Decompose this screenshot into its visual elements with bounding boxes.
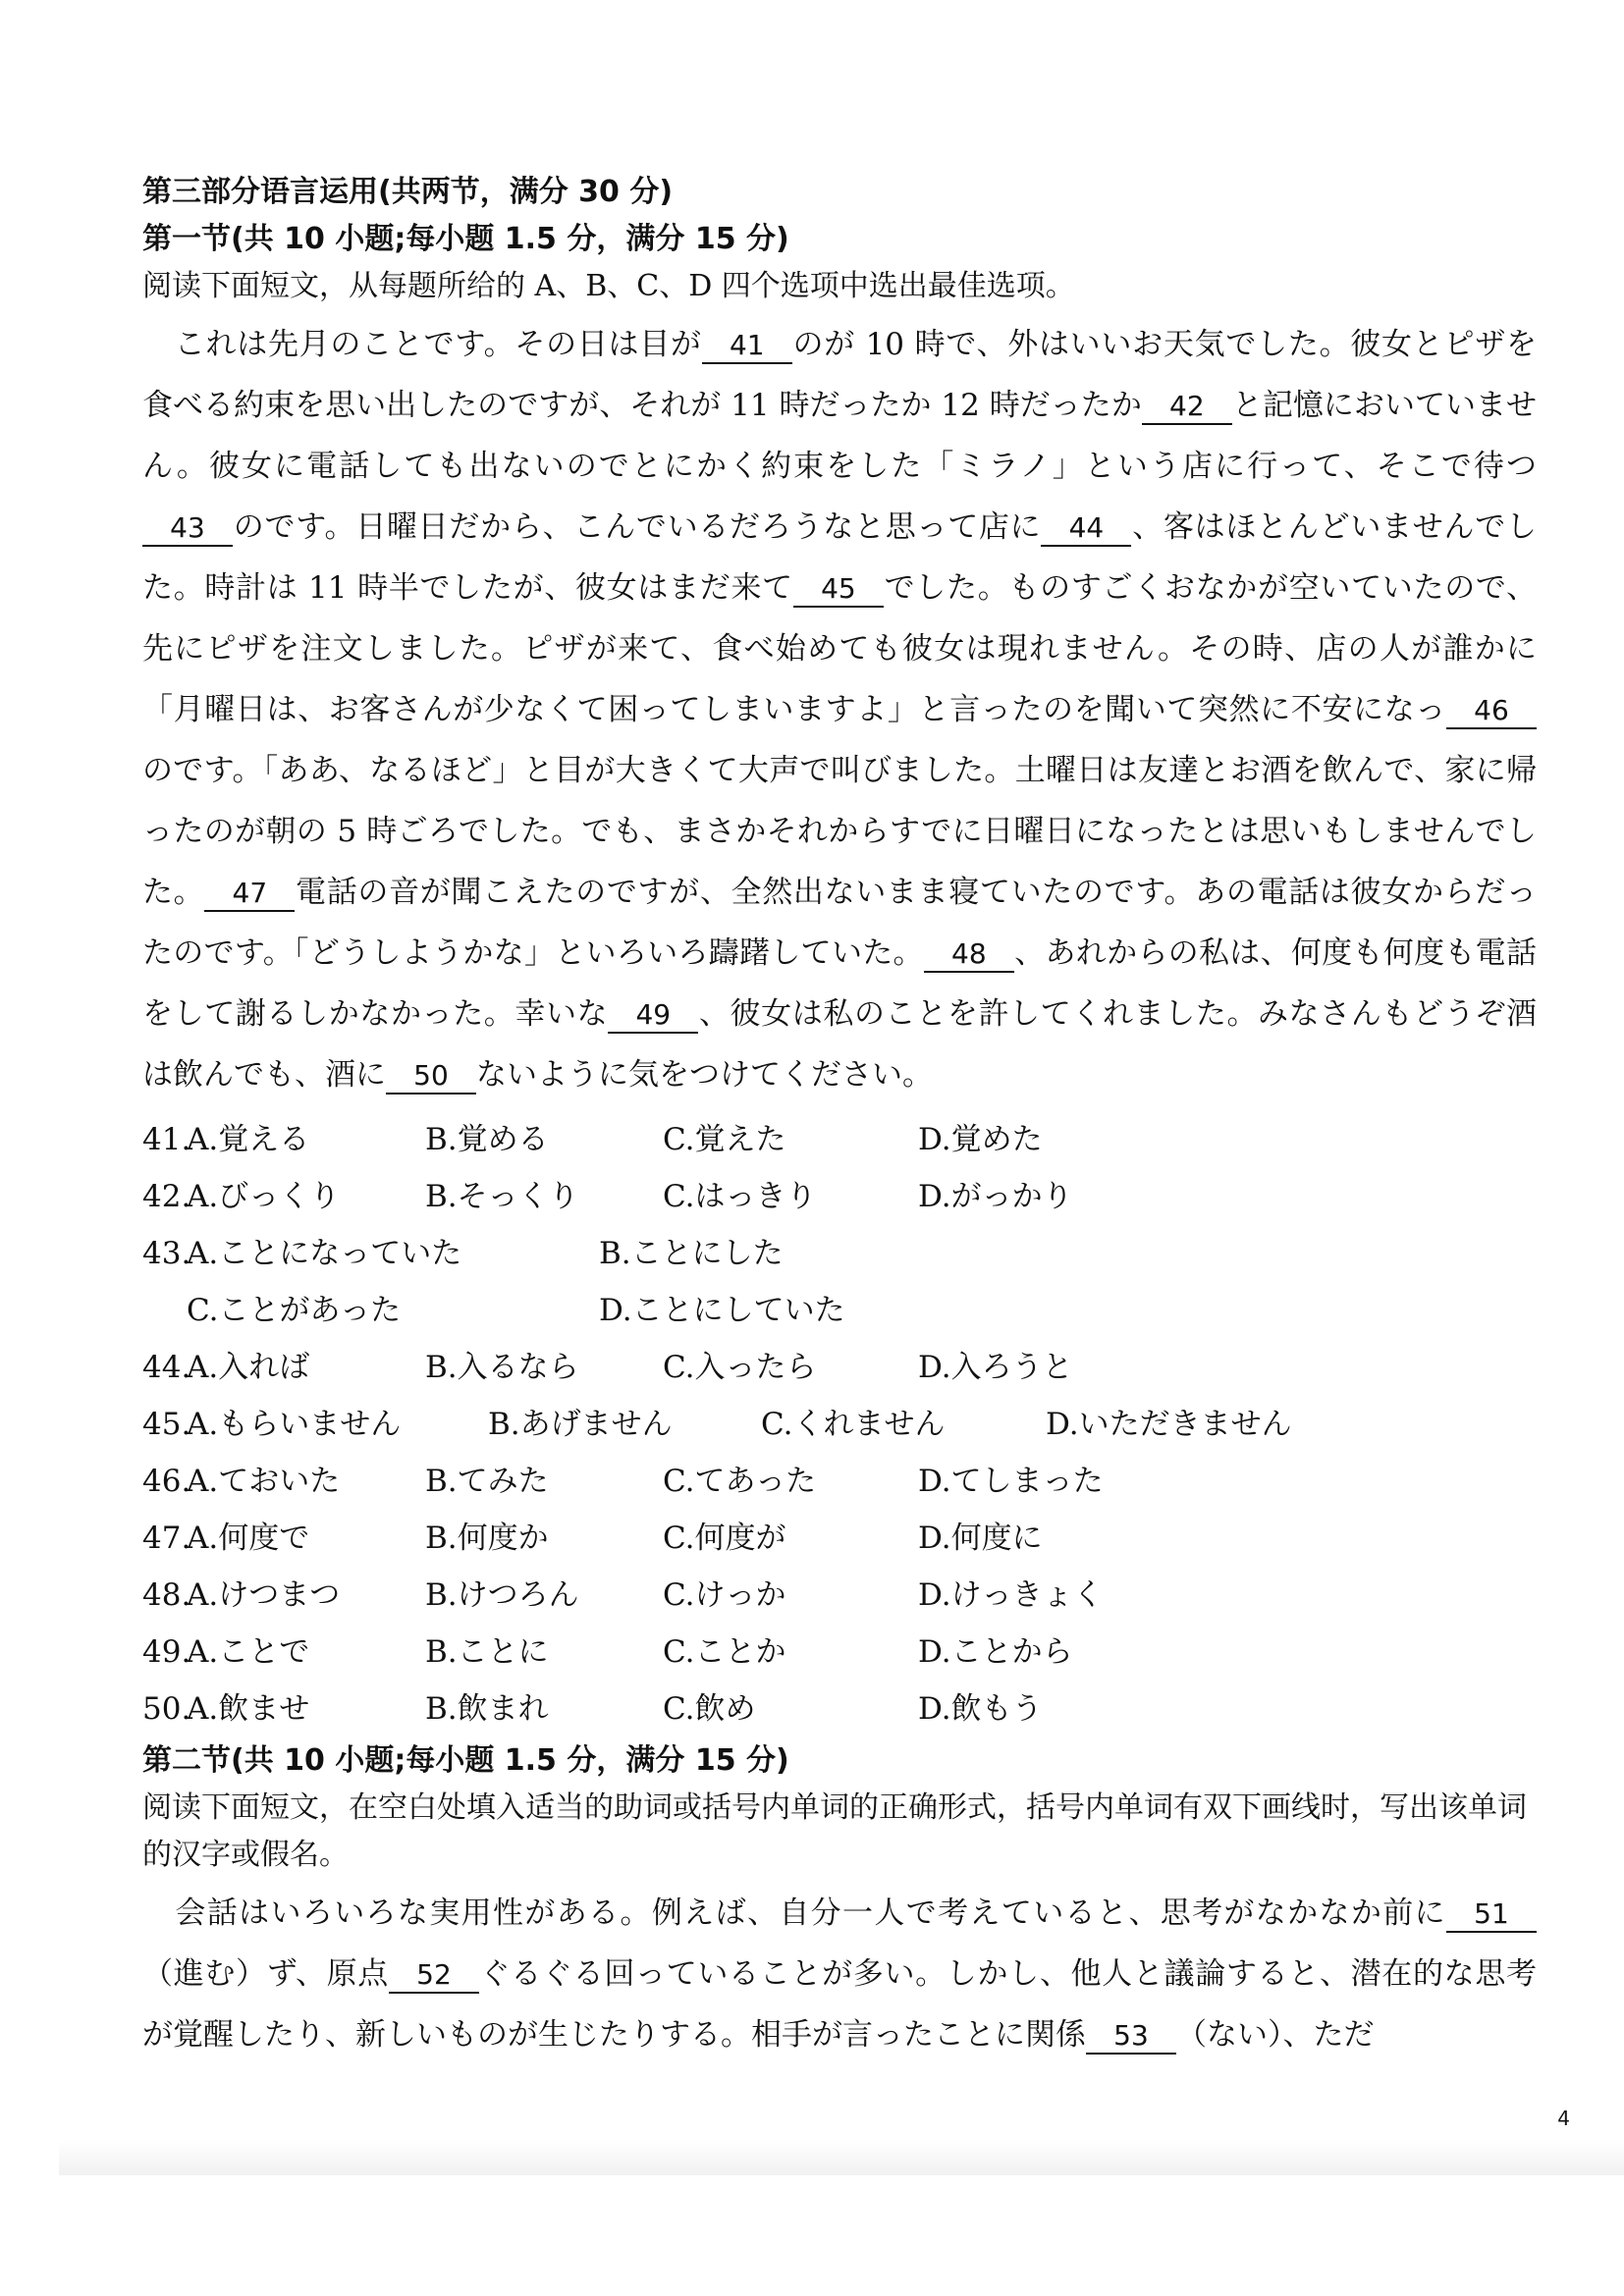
passage-text: のが 10 時で、外はいいお天気でした。彼女とピザを食べる約束を思い出したのですが、それが 11 時だったか 12 時だったか (142, 327, 1537, 423)
blank-41: 41 (702, 329, 792, 364)
blank-53: 53 (1086, 2019, 1176, 2055)
option-c: C.飲め (663, 1691, 756, 1727)
blank-42: 42 (1142, 390, 1232, 425)
blank-47: 47 (204, 877, 295, 912)
question-49 (142, 1624, 1537, 1681)
section1-title: 第一节(共 10 小题;每小题 1.5 分，满分 15 分) (142, 222, 789, 256)
option-c: C.くれません (761, 1407, 946, 1442)
passage-text: のです。「ああ、なるほど」と目が大きくて大声で叫びました。土曜日は友達とお酒を飲んで、家に帰ったのが朝の 5 時ごろでした。でも、まさかそれからすでに日曜日になったとは思いもしませんでした。 (142, 753, 1537, 910)
blank-52: 52 (389, 1958, 479, 1994)
option-a: A.けつまつ (187, 1577, 341, 1613)
question-number: 50. (142, 1691, 191, 1727)
question-48 (142, 1567, 1537, 1624)
passage-text: 電話の音が聞こえたのですが、全然出ないまま寝ていたのです。あの電話は彼女からだったのです。「どうしようかな」といろいろ躊躇していた。 (142, 875, 1538, 971)
option-c: C.けっか (663, 1577, 786, 1613)
option-b: B.てみた (425, 1464, 549, 1499)
option-a: A.ことで (187, 1634, 310, 1670)
option-a: A.ことになっていた (187, 1236, 462, 1271)
option-c: C.ことがあった (187, 1293, 402, 1328)
blank-49: 49 (608, 998, 698, 1034)
option-d: D.覚めた (918, 1122, 1043, 1157)
option-a: A.何度で (187, 1521, 310, 1556)
option-b: B.飲まれ (425, 1691, 549, 1727)
passage-text: 会話はいろいろな実用性がある。例えば、自分一人で考えていると、思考がなかなか前に (174, 1896, 1446, 1931)
option-a: A.入れば (187, 1350, 310, 1385)
section1-instruction: 阅读下面短文，从每题所给的 A、B、C、D 四个选项中选出最佳选项。 (142, 269, 1075, 303)
option-a: A.びっくり (187, 1179, 341, 1214)
question-number: 42. (142, 1179, 191, 1214)
question-number: 47. (142, 1521, 191, 1556)
option-d: D.けっきょく (918, 1577, 1104, 1613)
option-a: A.飲ませ (187, 1691, 310, 1727)
question-list (142, 1111, 1537, 1737)
option-d: D.いただきません (1046, 1407, 1292, 1442)
option-d: D.ことから (918, 1634, 1073, 1670)
section2-passage (142, 1883, 1537, 2065)
option-c: C.覚えた (663, 1122, 786, 1157)
part-title: 第三部分语言运用(共两节，满分 30 分) (142, 175, 674, 209)
question-42 (142, 1168, 1537, 1225)
passage-text: のです。日曜日だから、こんでいるだろうなと思って店に (233, 509, 1042, 545)
option-d: D.ことにしていた (599, 1293, 845, 1328)
question-45 (142, 1396, 1537, 1453)
option-c: C.何度が (663, 1521, 786, 1556)
question-number: 41. (142, 1122, 191, 1157)
option-c: C.ことか (663, 1634, 786, 1670)
question-number: 43. (142, 1236, 191, 1271)
option-d: D.何度に (918, 1521, 1043, 1556)
passage-text: と記憶においていません。彼女に電話しても出ないのでとにかく約束をした「ミラノ」という店に行って、そこで待つ (142, 388, 1538, 484)
option-b: B.ことにした (599, 1236, 784, 1271)
blank-44: 44 (1041, 511, 1131, 547)
blank-45: 45 (793, 572, 884, 608)
option-a: A.ておいた (187, 1464, 341, 1499)
section2-title: 第二节(共 10 小题;每小题 1.5 分，满分 15 分) (142, 1743, 789, 1778)
passage-text: 、彼女は私のことを許してくれました。みなさんもどうぞ酒は飲んでも、酒に (142, 996, 1538, 1093)
blank-46: 46 (1446, 694, 1537, 729)
question-46 (142, 1453, 1537, 1510)
question-44 (142, 1339, 1537, 1396)
blank-48: 48 (924, 937, 1014, 973)
passage-text: ぐるぐる回っていることが多い。しかし、他人と議論すると、潜在的な思考が覚醒したり、新しいものが生じたりする。相手が言ったことに関係 (142, 1956, 1537, 2053)
question-41 (142, 1111, 1537, 1168)
passage-text: （ない）、ただ (1176, 2017, 1375, 2053)
question-number: 48. (142, 1577, 191, 1613)
option-d: D.入ろうと (918, 1350, 1073, 1385)
option-c: C.入ったら (663, 1350, 817, 1385)
question-50 (142, 1681, 1537, 1737)
question-number: 46. (142, 1464, 191, 1499)
question-43 (142, 1225, 1537, 1282)
option-b: B.ことに (425, 1634, 549, 1670)
option-d: D.がっかり (918, 1179, 1073, 1214)
option-b: B.けつろん (425, 1577, 579, 1613)
page-number: 4 (1557, 2107, 1570, 2130)
blank-50: 50 (386, 1059, 476, 1095)
option-d: D.てしまった (918, 1464, 1104, 1499)
option-b: B.そっくり (425, 1179, 579, 1214)
option-a: A.覚える (187, 1122, 310, 1157)
passage-text: 、客はほとんどいませんでした。時計は 11 時半でしたが、彼女はまだ来て (142, 509, 1537, 606)
page-bottom-shadow (59, 2140, 1624, 2175)
content (142, 169, 1537, 2071)
blank-43: 43 (142, 511, 233, 547)
option-c: C.てあった (663, 1464, 817, 1499)
section1-passage (142, 314, 1537, 1105)
question-43-continued (142, 1282, 1537, 1339)
blank-51: 51 (1446, 1897, 1537, 1933)
section2-instruction: 阅读下面短文，在空白处填入适当的助词或括号内单词的正确形式，括号内单词有双下画线时，写出该单词的汉字或假名。 (142, 1790, 1527, 1872)
option-b: B.覚める (425, 1122, 549, 1157)
option-b: B.あげません (488, 1407, 673, 1442)
option-b: B.入るなら (425, 1350, 579, 1385)
passage-text: （進む）ず、原点 (142, 1956, 389, 1992)
passage-text: ないように気をつけてください。 (476, 1057, 933, 1093)
question-number: 44. (142, 1350, 191, 1385)
option-b: B.何度か (425, 1521, 549, 1556)
passage-text: 、あれからの私は、何度も何度も電話をして謝るしかなかった。幸いな (142, 935, 1537, 1032)
passage-text: これは先月のことです。その日は目が (174, 327, 702, 362)
question-number: 49. (142, 1634, 191, 1670)
question-number: 45. (142, 1407, 191, 1442)
option-c: C.はっきり (663, 1179, 817, 1214)
question-47 (142, 1510, 1537, 1567)
passage-text: でした。ものすごくおなかが空いていたので、先にピザを注文しました。ピザが来て、食べ始めても彼女は現れません。その時、店の人が誰かに「月曜日は、お客さんが少なくて困ってしまいますよ」と言ったのを聞いて突然に不安になっ (142, 570, 1537, 727)
option-a: A.もらいません (187, 1407, 402, 1442)
option-d: D.飲もう (918, 1691, 1043, 1727)
